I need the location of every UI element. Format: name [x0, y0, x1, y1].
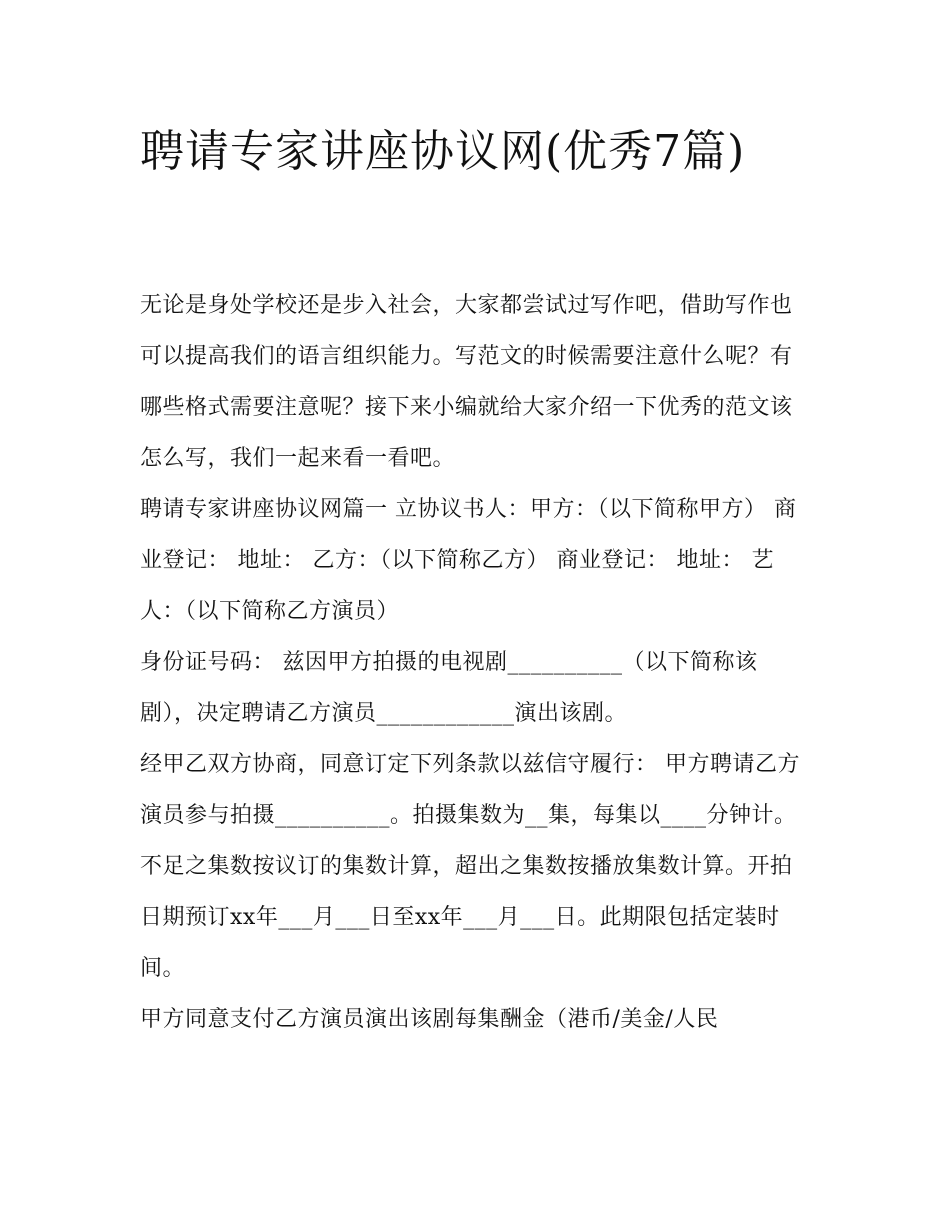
document-body: [140, 280, 812, 1045]
terms-paragraph: 经甲乙双方协商，同意订定下列条款以兹信守履行： 甲方聘请乙方演员参与拍摄__________。拍摄集数为__集，每集以____分钟计。: [140, 752, 800, 828]
agreement-parties-paragraph: 聘请专家讲座协议网篇一 立协议书人：甲方：（以下简称甲方） 商业登记： 地址： 乙方：（以下简称乙方） 商业登记： 地址： 艺人：（以下简称乙方演员）: [140, 497, 797, 624]
document-title: 聘请专家讲座协议网(优秀7篇): [140, 126, 746, 177]
payment-paragraph: 甲方同意支付乙方演员演出该剧每集酬金（港币/美金/人民: [140, 1007, 719, 1032]
intro-paragraph: 无论是身处学校还是步入社会，大家都尝试过写作吧，借助写作也可以提高我们的语言组织能力。写范文的时候需要注意什么呢？有哪些格式需要注意呢？接下来小编就给大家介绍一下优秀的范文该怎么写，我们一起来看一看吧。: [140, 293, 793, 471]
schedule-paragraph: 不足之集数按议订的集数计算，超出之集数按播放集数计算。开拍日期预订xx年___月___日至xx年___月___日。此期限包括定装时间。: [140, 854, 793, 981]
id-number-paragraph: 身份证号码： 兹因甲方拍摄的电视剧__________（以下简称该剧），决定聘请乙方演员____________演出该剧。: [140, 650, 758, 726]
